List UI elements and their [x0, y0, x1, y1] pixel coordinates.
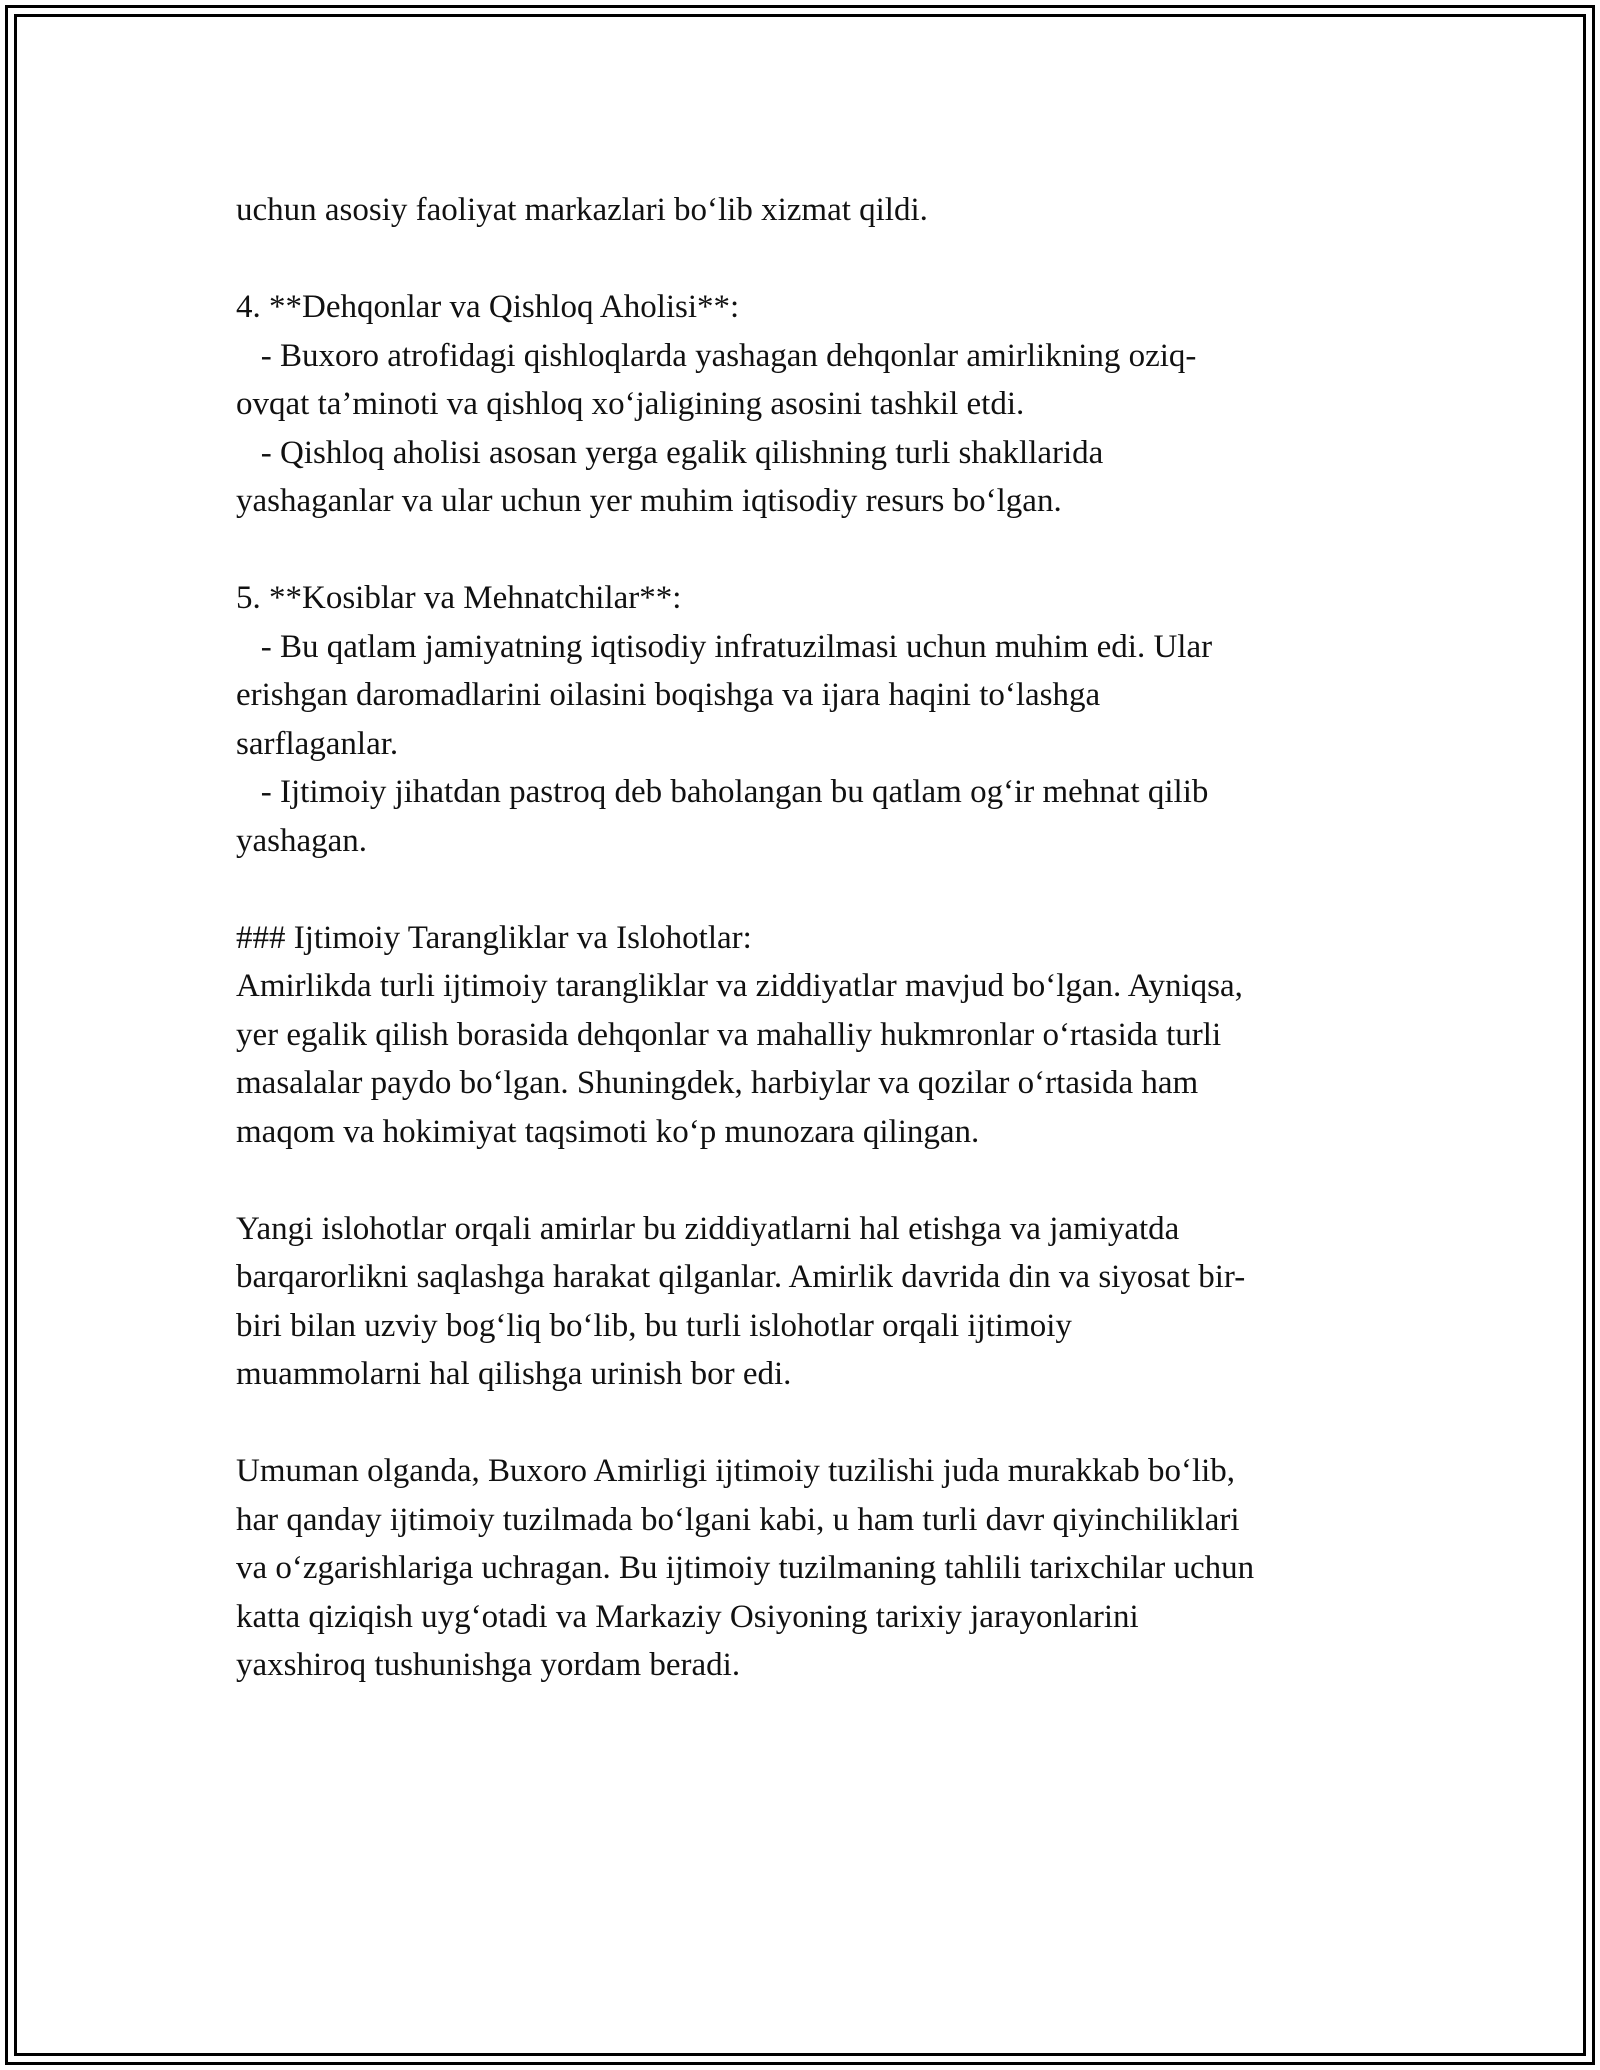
bullet-line: erishgan daromadlarini oilasini boqishga va ijara haqini to‘lashga: [236, 677, 1101, 713]
bullet-line: ovqat ta’minoti va qishloq xo‘jaligining asosini tashkil etdi.: [236, 386, 1025, 422]
paragraph-line: Umuman olganda, Buxoro Amirligi ijtimoiy tuzilishi juda murakkab bo‘lib,: [236, 1453, 1236, 1489]
blank-line: [236, 1399, 1396, 1448]
paragraph-line: Yangi islohotlar orqali amirlar bu ziddiyatlarni hal etishga va jamiyatda: [236, 1210, 1180, 1247]
paragraph-line: yaxshiroq tushunishga yordam beradi.: [236, 1647, 741, 1683]
bullet-line: - Qishloq aholisi asosan yerga egalik qilishning turli shakllarida: [236, 434, 1104, 471]
section-heading: ### Ijtimoiy Tarangliklar va Islohotlar:: [236, 919, 752, 956]
bullet-line: sarflaganlar.: [236, 725, 399, 762]
blank-line: [236, 1156, 1396, 1205]
bullet-line: - Bu qatlam jamiyatning iqtisodiy infratuzilmasi uchun muhim edi. Ular: [236, 628, 1213, 665]
bullet-line: yashaganlar va ular uchun yer muhim iqtisodiy resurs bo‘lgan.: [236, 483, 1062, 519]
bullet-line: - Buxoro atrofidagi qishloqlarda yashagan dehqonlar amirlikning oziq-: [236, 337, 1197, 374]
paragraph-line: yer egalik qilish borasida dehqonlar va mahalliy hukmronlar o‘rtasida turli: [236, 1016, 1222, 1053]
list-heading-dehqonlar: 4. **Dehqonlar va Qishloq Aholisi**:: [236, 289, 740, 325]
paragraph-line: biri bilan uzviy bog‘liq bo‘lib, bu turli islohotlar orqali ijtimoiy: [236, 1307, 1072, 1344]
bullet-line: - Ijtimoiy jihatdan pastroq deb baholangan bu qatlam og‘ir mehnat qilib: [236, 774, 1209, 810]
paragraph-line: va o‘zgarishlariga uchragan. Bu ijtimoiy tuzilmaning tahlili tarixchilar uchun: [236, 1550, 1255, 1586]
paragraph-continuation: uchun asosiy faoliyat markazlari bo‘lib xizmat qildi.: [236, 192, 928, 228]
blank-line: [236, 865, 1396, 914]
list-heading-kosiblar: 5. **Kosiblar va Mehnatchilar**:: [236, 580, 682, 616]
paragraph-line: masalalar paydo bo‘lgan. Shuningdek, harbiylar va qozilar o‘rtasida ham: [236, 1065, 1199, 1101]
paragraph-line: barqarorlikni saqlashga harakat qilganlar. Amirlik davrida din va siyosat bir-: [236, 1259, 1246, 1295]
bullet-line: yashagan.: [236, 822, 368, 859]
blank-line: [236, 235, 1396, 284]
paragraph-line: maqom va hokimiyat taqsimoti ko‘p munozara qilingan.: [236, 1113, 980, 1150]
paragraph-line: katta qiziqish uyg‘otadi va Markaziy Osiyoning tarixiy jarayonlarini: [236, 1598, 1139, 1635]
paragraph-line: har qanday ijtimoiy tuzilmada bo‘lgani kabi, u ham turli davr qiyinchiliklari: [236, 1501, 1240, 1538]
paragraph-line: Amirlikda turli ijtimoiy tarangliklar va ziddiyatlar mavjud bo‘lgan. Ayniqsa,: [236, 968, 1243, 1004]
blank-line: [236, 526, 1396, 575]
document-body: [236, 186, 1396, 1690]
paragraph-line: muammolarni hal qilishga urinish bor edi.: [236, 1356, 792, 1392]
